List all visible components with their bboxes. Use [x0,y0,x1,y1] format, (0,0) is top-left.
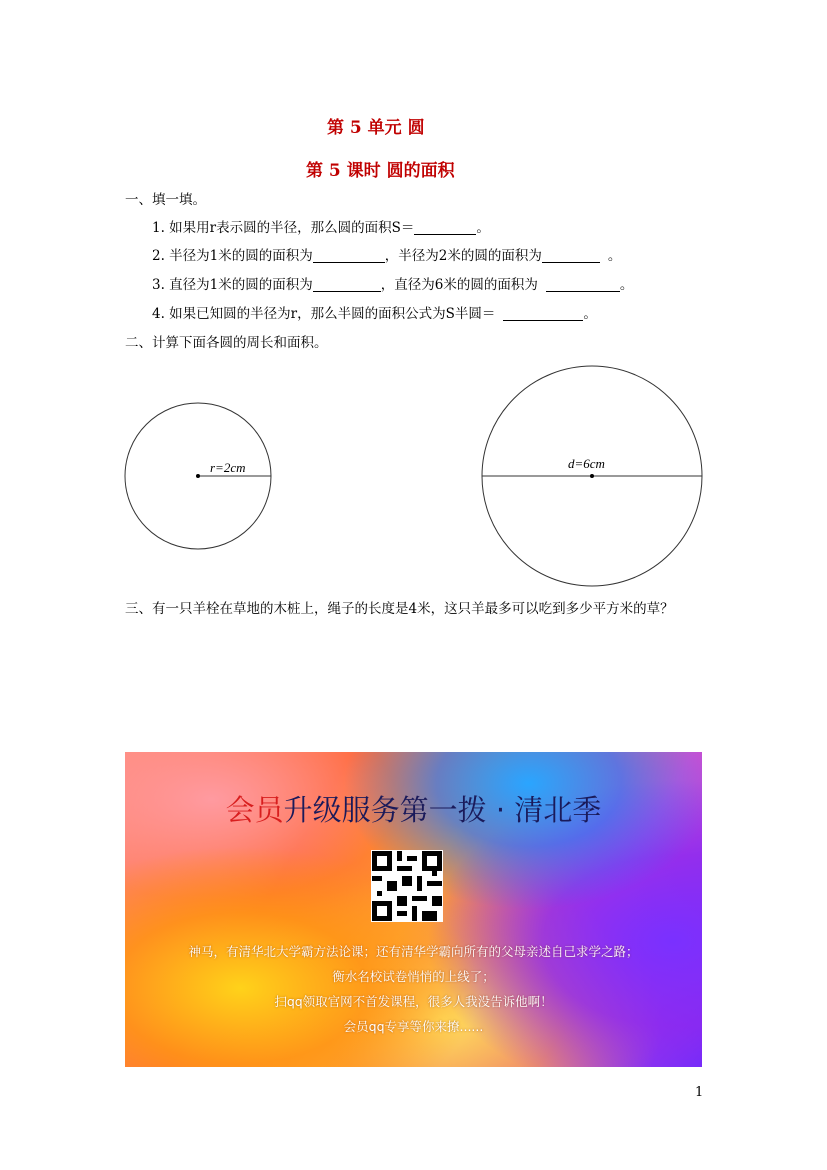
question-3-text: 3. 直径为1米的圆的面积为 [152,277,313,293]
question-1-end: 。 [476,220,490,236]
center-point [590,474,594,478]
banner-title-highlight: 会员 [225,793,284,827]
section2-heading: 二、计算下面各圆的周长和面积。 [125,335,328,351]
lesson-title: 第 5 课时 圆的面积 [306,161,455,181]
question-3-end: 。 [619,277,634,293]
banner-title-text: 升级服务第一拨 · 清北季 [283,793,602,827]
question-1-text: 1. 如果用r表示圆的半径，那么圆的面积S＝ [152,220,415,236]
section3-question: 三、有一只羊栓在草地的木桩上，绳子的长度是4米，这只羊最多可以吃到多少平方米的草？ [125,601,674,617]
question-3-mid: ，直径为6米的圆的面积为 [380,277,538,293]
promo-banner[interactable] [125,752,702,1067]
unit-title: 第 5 单元 圆 [327,118,425,138]
banner-line-1: 神马，有清华北大学霸方法论课；还有清华学霸向所有的父母亲述自己求学之路； [188,944,639,959]
banner-line-3: 扫qq领取官网不首发课程，很多人我没告诉他啊！ [274,994,553,1009]
diameter-label: d=6cm [568,456,605,471]
banner-line-4: 会员qq专享等你来撩...... [343,1019,484,1034]
radius-label: r=2cm [210,460,246,475]
question-4-end: 。 [583,306,597,322]
question-2-mid: ，半径为2米的圆的面积为 [384,248,542,264]
question-4-text: 4. 如果已知圆的半径为r，那么半圆的面积公式为S半圆＝ [152,306,496,322]
qr-code-icon[interactable] [371,850,443,922]
banner-line-2: 衡水名校试卷悄悄的上线了； [332,969,495,984]
page-number: 1 [695,1085,704,1100]
center-point [196,474,200,478]
banner-title [125,788,702,829]
question-2-text: 2. 半径为1米的圆的面积为 [152,248,313,264]
question-2-end: 。 [607,248,622,264]
section1-heading: 一、填一填。 [125,192,206,208]
